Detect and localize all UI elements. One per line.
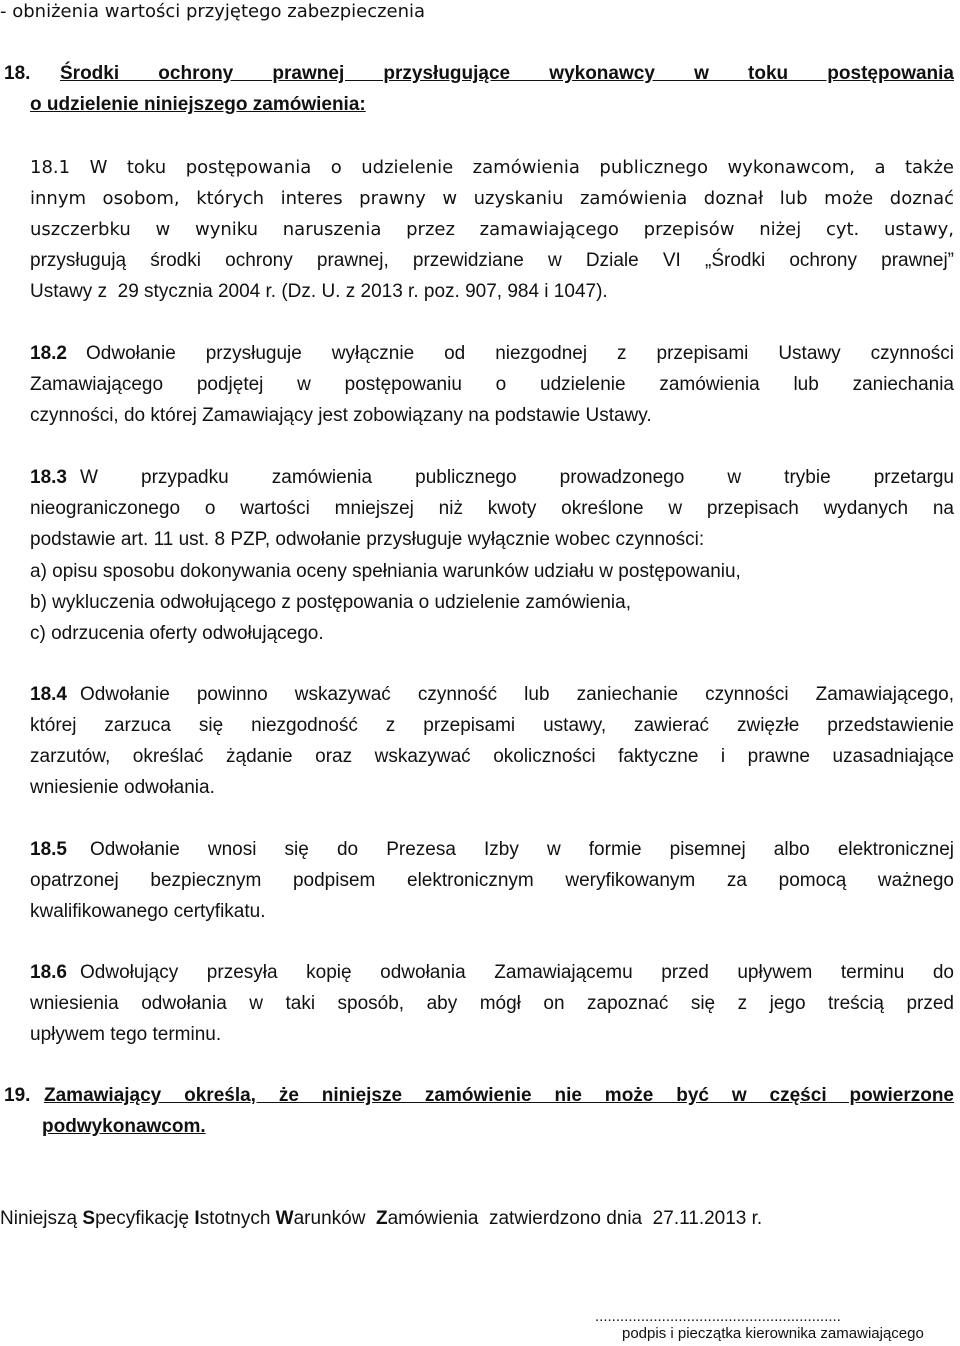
- p18-5-line1: Odwołanie wnosi się do Prezesa Izby w formie pisemnej albo elektronicznej: [90, 839, 954, 860]
- p18-3-item-a: a) opisu sposobu dokonywania oceny spełniania warunków udziału w postępowaniu,: [30, 561, 741, 582]
- p18-6-line2: wniesienia odwołania w taki sposób, aby mógł on zapoznać się z jego treścią przed: [30, 993, 954, 1014]
- p18-4-line3: zarzutów, określać żądanie oraz wskazywać okoliczności faktyczne i prawne uzasadniające: [30, 746, 954, 767]
- p18-2-line1: Odwołanie przysługuje wyłącznie od niezgodnej z przepisami Ustawy czynności: [86, 343, 954, 364]
- p18-1-line1: 18.1 W toku postępowania o udzielenie zamówienia publicznego wykonawcom, a także: [30, 157, 954, 178]
- p18-4-line2: której zarzuca się niezgodność z przepisami ustawy, zawierać zwięzłe przedstawienie: [30, 715, 954, 736]
- p18-3-line3: podstawie art. 11 ust. 8 PZP, odwołanie przysługuje wyłącznie wobec czynności:: [30, 529, 705, 550]
- approval-word2-rest: stotnych: [199, 1208, 276, 1229]
- p18-5-number: 18.5: [30, 839, 67, 860]
- approval-word1-initial: S: [82, 1208, 96, 1229]
- section-18-number: 18.: [4, 63, 31, 84]
- p18-3-item-b: b) wykluczenia odwołującego z postępowania o udzielenie zamówienia,: [30, 592, 631, 613]
- p18-5-line2: opatrzonej bezpiecznym podpisem elektronicznym weryfikowanym za pomocą ważnego: [30, 870, 954, 891]
- approval-word4-rest: amówienia zatwierdzono dnia 27.11.2013 r.: [387, 1208, 763, 1229]
- top-line: - obniżenia wartości przyjętego zabezpieczenia: [0, 1, 426, 22]
- section-19-line2: podwykonawcom.: [42, 1116, 206, 1137]
- approval-word2-initial: I: [194, 1208, 200, 1229]
- approval-word3-initial: W: [275, 1208, 294, 1229]
- approval-word1-rest: pecyfikację: [95, 1208, 195, 1229]
- section-18-title-line1: Środki ochrony prawnej przysługujące wykonawcy w toku postępowania: [60, 63, 954, 84]
- p18-2-line3: czynności, do której Zamawiający jest zobowiązany na podstawie Ustawy.: [30, 405, 652, 426]
- signature-dots: ...........................................................: [595, 1308, 841, 1325]
- approval-word4-initial: Z: [375, 1208, 388, 1229]
- p18-1-line4: przysługują środki ochrony prawnej, przewidziane w Dziale VI „Środki ochrony prawnej”: [30, 250, 954, 271]
- p18-6-line1: Odwołujący przesyła kopię odwołania Zamawiającemu przed upływem terminu do: [80, 962, 954, 983]
- p18-1-line2: innym osobom, których interes prawny w uzyskaniu zamówienia doznał lub może doznać: [30, 188, 954, 209]
- p18-1-line3: uszczerbku w wyniku naruszenia przez zamawiającego przepisów niżej cyt. ustawy,: [30, 219, 954, 240]
- p18-6-number: 18.6: [30, 962, 67, 983]
- signature-label: podpis i pieczątka kierownika zamawiającego: [622, 1325, 924, 1342]
- approval-word3-rest: arunków: [293, 1208, 376, 1229]
- p18-3-item-c: c) odrzucenia oferty odwołującego.: [30, 623, 324, 644]
- p18-2-number: 18.2: [30, 343, 67, 364]
- p18-4-line1: Odwołanie powinno wskazywać czynność lub zaniechanie czynności Zamawiającego,: [80, 684, 954, 705]
- p18-3-number: 18.3: [30, 467, 67, 488]
- section-18-title-line2: o udzielenie niniejszego zamówienia:: [30, 94, 366, 115]
- section-19-number: 19.: [4, 1085, 31, 1106]
- p18-2-line2: Zamawiającego podjętej w postępowaniu o udzielenie zamówienia lub zaniechania: [30, 374, 954, 395]
- p18-4-number: 18.4: [30, 684, 67, 705]
- approval-word1-a: Niniejszą: [0, 1208, 83, 1229]
- p18-3-line2: nieograniczonego o wartości mniejszej niż kwoty określone w przepisach wydanych na: [30, 498, 954, 519]
- p18-1-line5: Ustawy z 29 stycznia 2004 r. (Dz. U. z 2013 r. poz. 907, 984 i 1047).: [30, 281, 608, 302]
- section-19-line1: Zamawiający określa, że niniejsze zamówienie nie może być w części powierzone: [44, 1085, 954, 1106]
- p18-4-line4: wniesienie odwołania.: [30, 777, 215, 798]
- p18-3-line1: W przypadku zamówienia publicznego prowadzonego w trybie przetargu: [80, 467, 954, 488]
- approval-statement: [0, 1207, 762, 1231]
- p18-6-line3: upływem tego terminu.: [30, 1024, 222, 1045]
- p18-5-line3: kwalifikowanego certyfikatu.: [30, 901, 266, 922]
